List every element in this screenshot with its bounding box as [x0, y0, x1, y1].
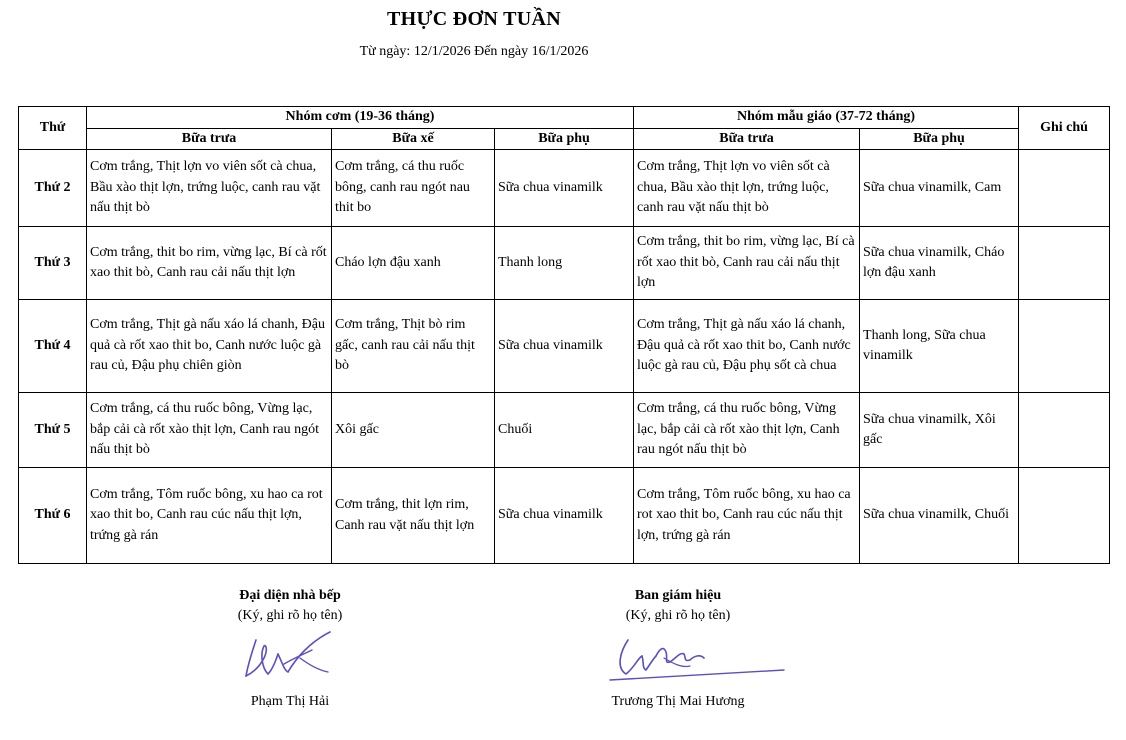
group1-lunch-cell: Cơm trắng, Thịt gà nấu xáo lá chanh, Đậu quả cà rốt xao thit bo, Canh nước luộc gà rau củ, Đậu phụ chiên giòn	[87, 300, 332, 393]
board-signature-block	[578, 588, 778, 718]
group2-lunch-header: Bữa trưa	[634, 128, 860, 150]
weekly-menu-table	[18, 106, 1110, 564]
group1-snack-cell: Chuối	[495, 393, 634, 468]
board-signer-name: Trương Thị Mai Hương	[611, 694, 745, 709]
table-row	[19, 150, 1110, 227]
group1-afternoon-header: Bữa xế	[332, 128, 495, 150]
day-cell: Thứ 2	[19, 150, 87, 227]
group1-header: Nhóm cơm (19-36 tháng)	[87, 107, 634, 129]
group1-lunch-cell: Cơm trắng, cá thu ruốc bông, Vừng lạc, bắp cải cà rốt xào thịt lợn, Canh rau ngót nấu thịt bò	[87, 393, 332, 468]
group1-lunch-header: Bữa trưa	[87, 128, 332, 150]
group1-snack-cell: Sữa chua vinamilk	[495, 300, 634, 393]
group2-header: Nhóm mẫu giáo (37-72 tháng)	[634, 107, 1019, 129]
group1-snack-cell: Sữa chua vinamilk	[495, 150, 634, 227]
kitchen-signature-role: Đại diện nhà bếp	[239, 588, 341, 603]
group1-lunch-cell: Cơm trắng, thit bo rim, vừng lạc, Bí cà rốt xao thit bò, Canh rau cải nấu thịt lợn	[87, 227, 332, 300]
group2-snack-cell: Sữa chua vinamilk, Xôi gấc	[860, 393, 1019, 468]
date-range: Từ ngày: 12/1/2026 Đến ngày 16/1/2026	[359, 44, 589, 59]
day-cell: Thứ 6	[19, 468, 87, 564]
note-cell	[1019, 227, 1110, 300]
day-cell: Thứ 3	[19, 227, 87, 300]
group2-snack-cell: Sữa chua vinamilk, Cháo lợn đậu xanh	[860, 227, 1019, 300]
group1-snack-cell: Sữa chua vinamilk	[495, 468, 634, 564]
kitchen-signer-name: Phạm Thị Hải	[250, 694, 330, 709]
group1-snack-cell: Thanh long	[495, 227, 634, 300]
note-cell	[1019, 393, 1110, 468]
note-cell	[1019, 300, 1110, 393]
group1-afternoon-cell: Xôi gấc	[332, 393, 495, 468]
day-cell: Thứ 4	[19, 300, 87, 393]
group1-afternoon-cell: Cơm trắng, thit lợn rim, Canh rau vặt nấu thịt lợn	[332, 468, 495, 564]
table-row	[19, 227, 1110, 300]
table-row	[19, 393, 1110, 468]
kitchen-signature-block	[190, 588, 390, 718]
group2-snack-header: Bữa phụ	[860, 128, 1019, 150]
notes-column-header: Ghi chú	[1019, 107, 1110, 150]
group1-afternoon-cell: Cơm trắng, Thịt bò rim gấc, canh rau cải nấu thịt bò	[332, 300, 495, 393]
group2-snack-cell: Thanh long, Sữa chua vinamilk	[860, 300, 1019, 393]
table-row	[19, 300, 1110, 393]
group2-snack-cell: Sữa chua vinamilk, Chuối	[860, 468, 1019, 564]
group2-lunch-cell: Cơm trắng, Thịt lợn vo viên sốt cà chua, Bầu xào thịt lợn, trứng luộc, canh rau vặt nấu thịt bò	[634, 150, 860, 227]
group2-lunch-cell: Cơm trắng, Thịt gà nấu xáo lá chanh, Đậu quả cà rốt xao thit bo, Canh nước luộc gà rau củ, Đậu phụ sốt cà chua	[634, 300, 860, 393]
board-signature-note: (Ký, ghi rõ họ tên)	[625, 608, 731, 623]
kitchen-signature-note: (Ký, ghi rõ họ tên)	[237, 608, 343, 623]
group1-afternoon-cell: Cơm trắng, cá thu ruốc bông, canh rau ngót nau thit bo	[332, 150, 495, 227]
table-row	[19, 468, 1110, 564]
note-cell	[1019, 468, 1110, 564]
day-cell: Thứ 5	[19, 393, 87, 468]
note-cell	[1019, 150, 1110, 227]
group2-snack-cell: Sữa chua vinamilk, Cam	[860, 150, 1019, 227]
group2-lunch-cell: Cơm trắng, thit bo rim, vừng lạc, Bí cà rốt xao thit bò, Canh rau cải nấu thịt lợn	[634, 227, 860, 300]
group1-afternoon-cell: Cháo lợn đậu xanh	[332, 227, 495, 300]
board-handwritten-signature	[604, 628, 794, 688]
day-column-header: Thứ	[19, 107, 87, 150]
group1-lunch-cell: Cơm trắng, Tôm ruốc bông, xu hao ca rot xao thit bo, Canh rau cúc nấu thịt lợn, trứng gà rán	[87, 468, 332, 564]
group1-snack-header: Bữa phụ	[495, 128, 634, 150]
page-title: THỰC ĐƠN TUẦN	[387, 8, 561, 30]
group2-lunch-cell: Cơm trắng, Tôm ruốc bông, xu hao ca rot xao thit bo, Canh rau cúc nấu thịt lợn, trứng gà rán	[634, 468, 860, 564]
group2-lunch-cell: Cơm trắng, cá thu ruốc bông, Vừng lạc, bắp cải cà rốt xào thịt lợn, Canh rau ngót nấu thịt bò	[634, 393, 860, 468]
group1-lunch-cell: Cơm trắng, Thịt lợn vo viên sốt cà chua, Bầu xào thịt lợn, trứng luộc, canh rau vặt nấu thịt bò	[87, 150, 332, 227]
board-signature-role: Ban giám hiệu	[634, 588, 722, 603]
kitchen-handwritten-signature	[238, 628, 348, 688]
